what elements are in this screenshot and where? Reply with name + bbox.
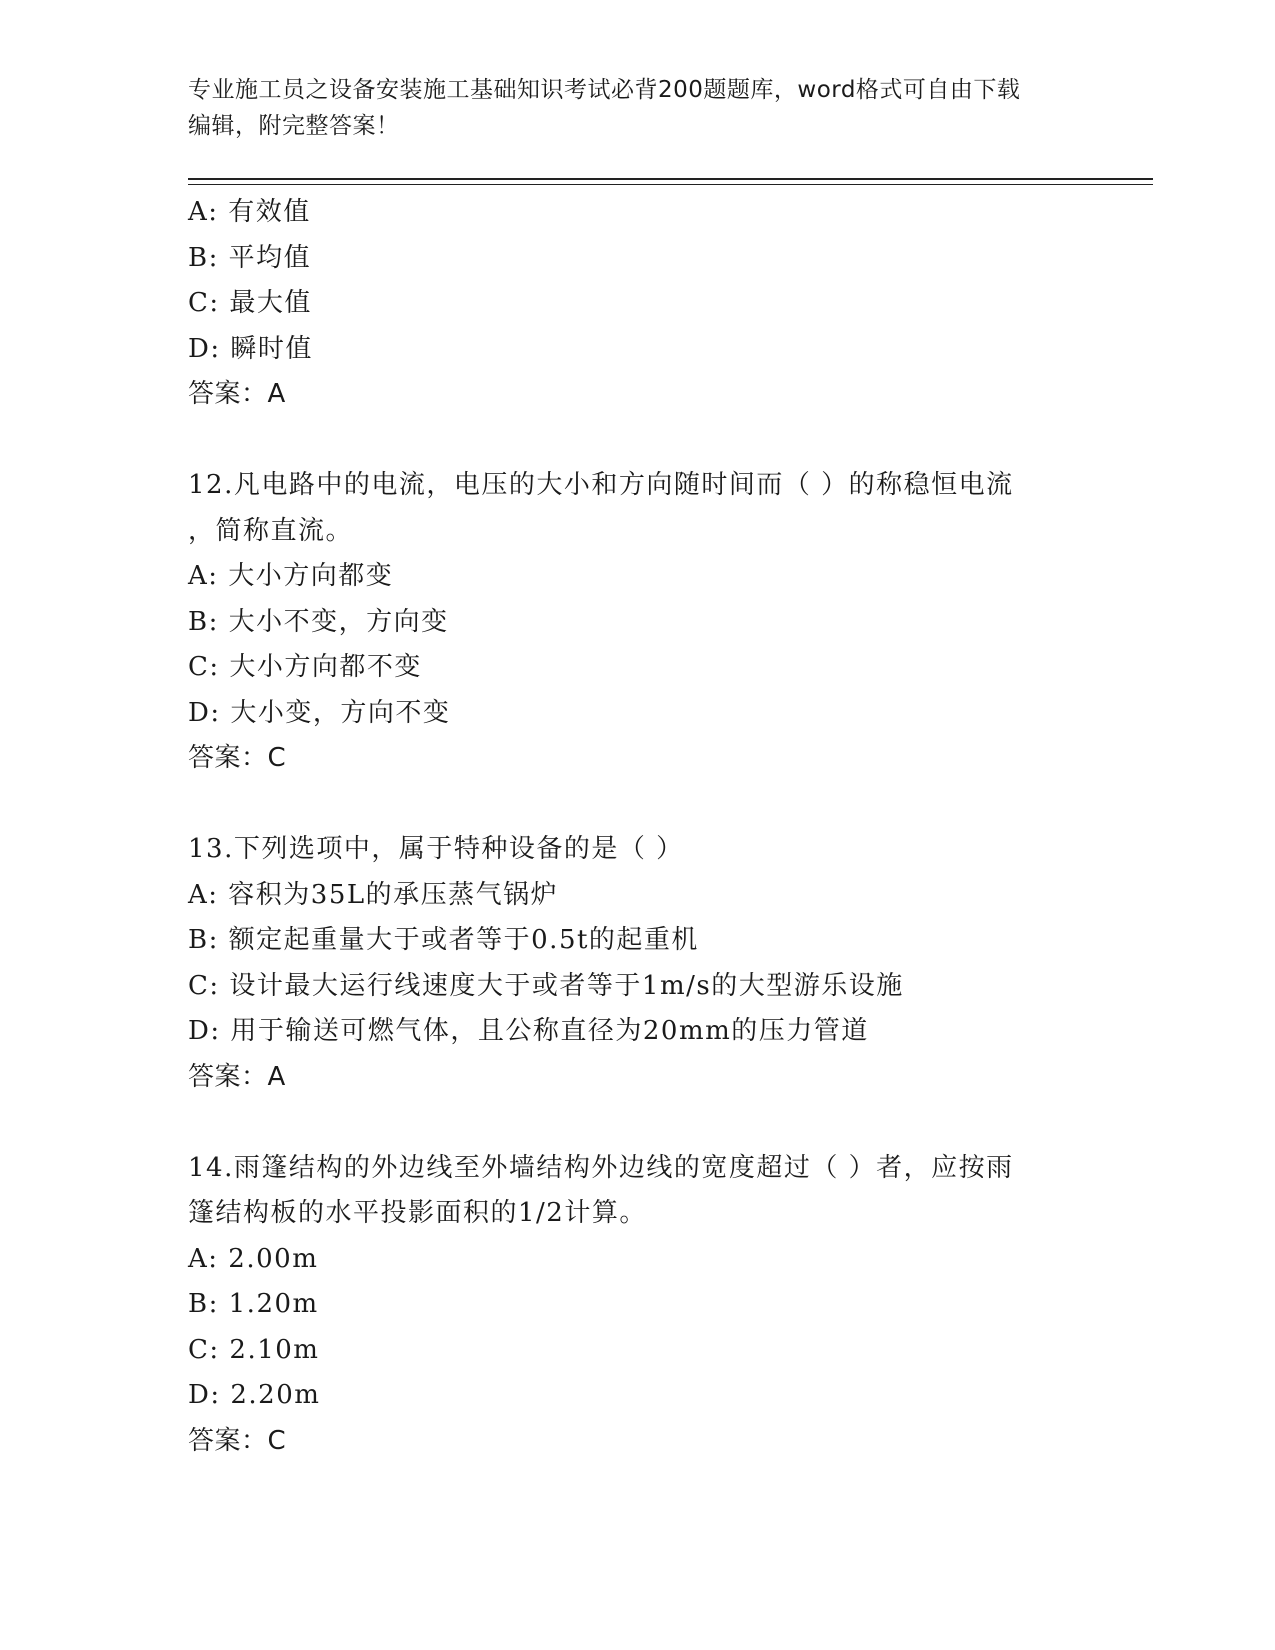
spacer bbox=[188, 782, 1118, 828]
question-12 bbox=[188, 463, 1118, 782]
option-b: B: 1.20m bbox=[188, 1289, 319, 1319]
option-b: B: 大小不变，方向变 bbox=[188, 606, 449, 637]
answer-line: 答案：A bbox=[188, 379, 286, 409]
header-divider-thin bbox=[188, 184, 1153, 185]
option-b: B: 额定起重量大于或者等于0.5t的起重机 bbox=[188, 925, 699, 955]
option-d: D: 用于输送可燃气体，且公称直径为20mm的压力管道 bbox=[188, 1016, 869, 1046]
header-line-1: 专业施工员之设备安装施工基础知识考试必背200题题库，word格式可自由下载 bbox=[188, 77, 1021, 103]
spacer bbox=[188, 1100, 1118, 1146]
option-a: A: 大小方向都变 bbox=[188, 561, 394, 591]
answer-line: 答案：C bbox=[188, 743, 287, 773]
question-stem: 14.雨篷结构的外边线至外墙结构外边线的宽度超过（ ）者，应按雨 bbox=[188, 1152, 1014, 1183]
option-c: C: 大小方向都不变 bbox=[188, 652, 422, 682]
question-stem: 12.凡电路中的电流，电压的大小和方向随时间而（ ）的称稳恒电流 bbox=[188, 470, 1014, 500]
spacer bbox=[188, 418, 1118, 464]
answer-line: 答案：A bbox=[188, 1061, 286, 1092]
option-a: A: 有效值 bbox=[188, 197, 311, 227]
option-a: A: 容积为35L的承压蒸气锅炉 bbox=[188, 879, 559, 910]
question-stem-continued: 篷结构板的水平投影面积的1/2计算。 bbox=[188, 1198, 647, 1228]
header-divider-thick bbox=[188, 178, 1153, 180]
option-d: D: 瞬时值 bbox=[188, 333, 313, 364]
header-line-2: 编辑，附完整答案！ bbox=[188, 113, 400, 139]
option-d: D: 大小变，方向不变 bbox=[188, 697, 451, 728]
option-d: D: 2.20m bbox=[188, 1380, 321, 1410]
question-stem-continued: ，简称直流。 bbox=[188, 515, 354, 546]
option-b: B: 平均值 bbox=[188, 242, 312, 273]
option-c: C: 设计最大运行线速度大于或者等于1m/s的大型游乐设施 bbox=[188, 970, 904, 1001]
document-header bbox=[188, 72, 1088, 144]
question-13 bbox=[188, 827, 1118, 1100]
option-c: C: 最大值 bbox=[188, 288, 312, 318]
question-11 bbox=[188, 190, 1118, 418]
option-a: A: 2.00m bbox=[188, 1243, 319, 1274]
answer-line: 答案：C bbox=[188, 1425, 287, 1456]
question-list bbox=[188, 190, 1118, 1464]
option-c: C: 2.10m bbox=[188, 1334, 320, 1365]
question-14 bbox=[188, 1146, 1118, 1465]
question-stem: 13.下列选项中，属于特种设备的是（ ） bbox=[188, 834, 684, 864]
